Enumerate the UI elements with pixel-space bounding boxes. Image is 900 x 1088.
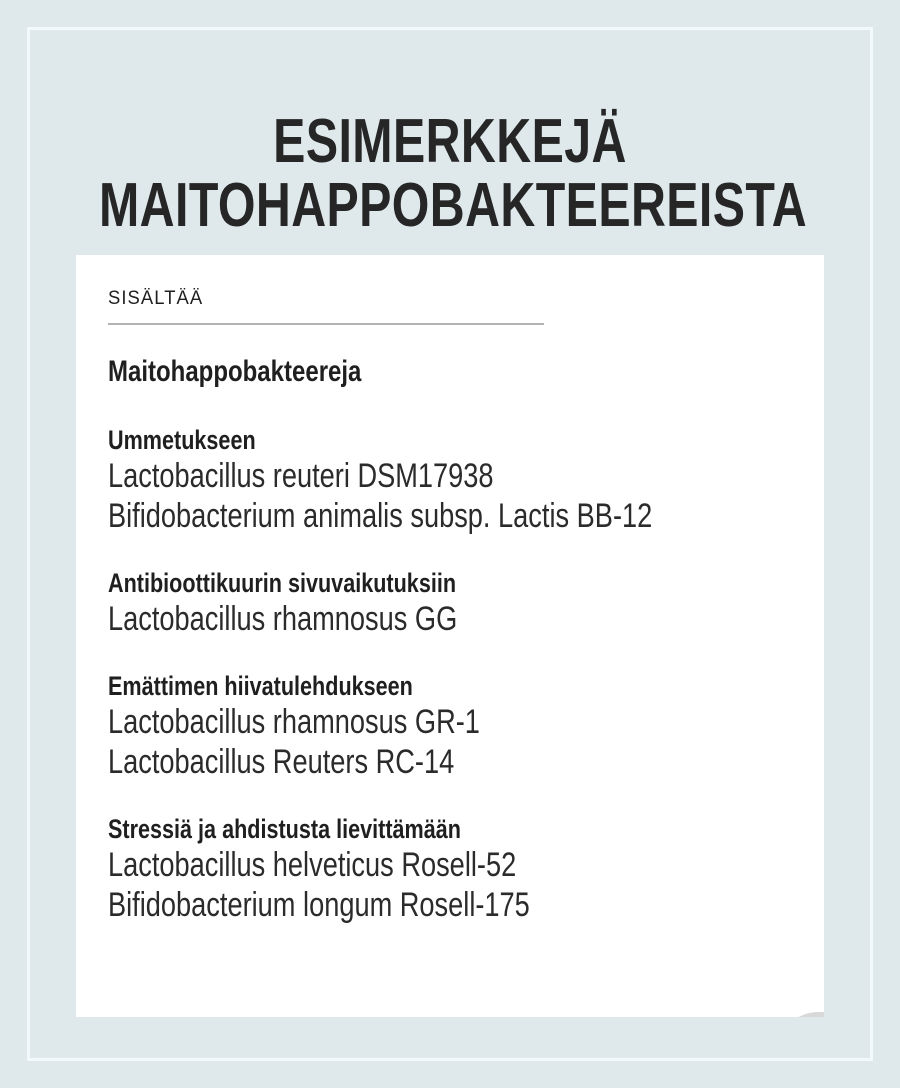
strain-group-stress-anxiety	[108, 814, 824, 925]
page-title	[99, 106, 808, 240]
strain-group-heading: Ummetukseen	[108, 425, 256, 455]
card-lead-text: Maitohappobakteereja	[108, 355, 362, 388]
card-inner	[108, 288, 824, 1017]
strain-item: Lactobacillus rhamnosus GG	[108, 600, 458, 638]
strain-item: Lactobacillus rhamnosus GR-1	[108, 703, 480, 741]
strain-item: Lactobacillus helveticus Rosell-52	[108, 846, 517, 884]
capsule-top-half	[773, 1012, 824, 1017]
card-eyebrow-label: SISÄLTÄÄ	[108, 288, 204, 309]
strain-item: Bifidobacterium animalis subsp. Lactis BB-12	[108, 497, 653, 535]
strain-group-heading: Emättimen hiivatulehdukseen	[108, 671, 413, 701]
header-divider	[108, 323, 544, 325]
capsule-icon	[773, 1012, 824, 1017]
strain-group-heading: Antibioottikuurin sivuvaikutuksiin	[108, 568, 457, 598]
page-title-line-2: MAITOHAPPOBAKTEEREISTA	[99, 170, 808, 240]
strain-group-yeast-infection	[108, 671, 824, 782]
content-card	[76, 255, 824, 1017]
strain-group-constipation	[108, 425, 824, 536]
strain-group-heading: Stressiä ja ahdistusta lievittämään	[108, 814, 461, 844]
strain-item: Lactobacillus reuteri DSM17938	[108, 457, 494, 495]
strain-item: Bifidobacterium longum Rosell-175	[108, 886, 530, 924]
strain-group-antibiotics	[108, 568, 824, 639]
page-title-line-1: ESIMERKKEJÄ	[273, 106, 627, 176]
strain-item: Lactobacillus Reuters RC-14	[108, 743, 455, 781]
